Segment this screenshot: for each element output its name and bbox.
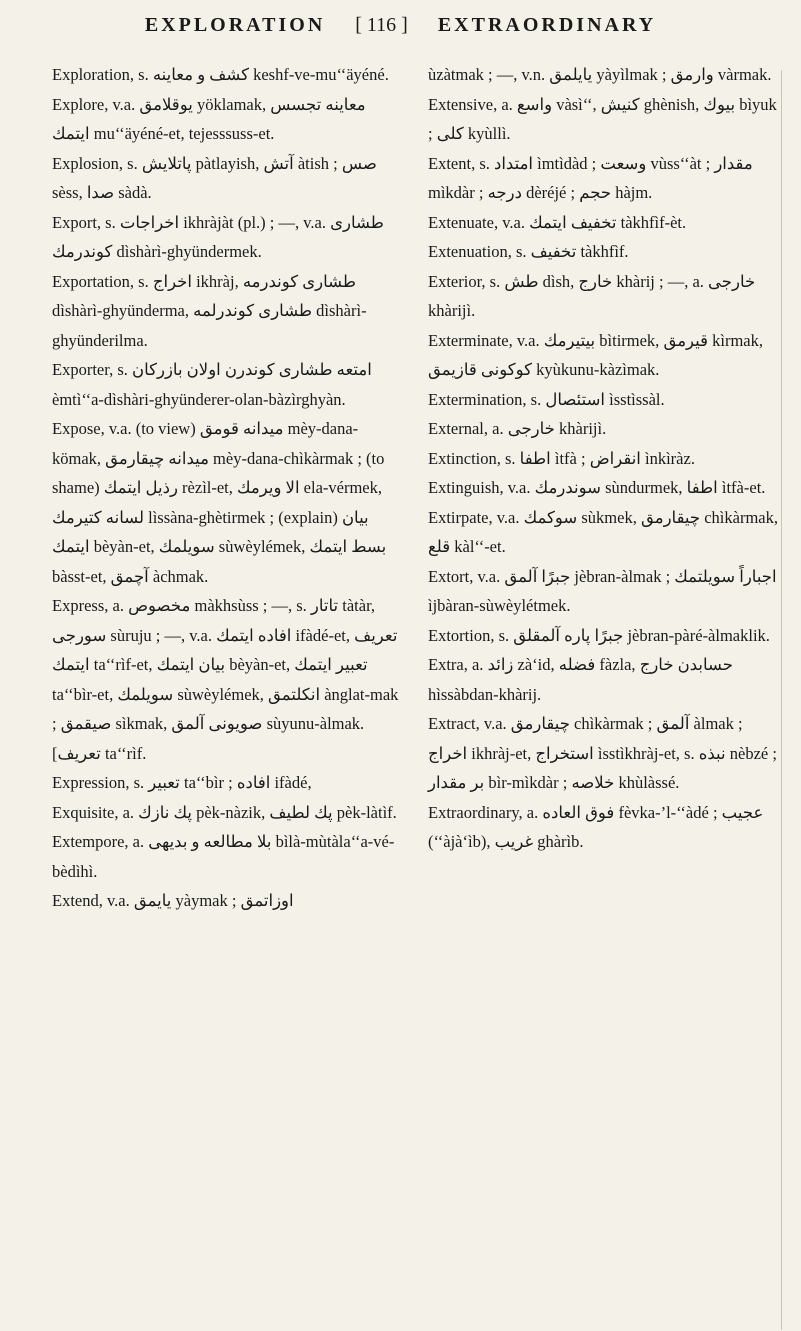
entry: Exportation, s. اخراج ikhràj, طشاری کوندرمه dìshàrì-ghyünderma, طشاری کوندرلمه dìshàrì-ghyünderilma. xyxy=(52,271,367,350)
entry: Extensive, a. واسع vàsì‘‘, کنیش ghènish, بیوك bìyuk ; کلی kyùllì. xyxy=(428,94,777,143)
entry: ùzàtmak ; —, v.n. یایلمق yàyìlmak ; وارمق vàrmak. xyxy=(428,65,772,84)
entry: Explosion, s. پاتلايش pàtlayish, آتش àtish ; صس sèss, صدا sàdà. xyxy=(52,153,377,202)
entry: Exquisite, a. پك نازك pèk-nàzik, پك لطیف pèk-làtìf. xyxy=(52,802,397,822)
entry: Extent, s. امتداد ìmtìdàd ; وسعت vùss‘‘àt ; مقدار mìkdàr ; درجه dèréjé ; حجم hàjm. xyxy=(428,153,753,202)
entry: Extinguish, v.a. سوندرمك sùndurmek, اطفا ìtfà-et. xyxy=(428,478,766,497)
left-column xyxy=(52,60,407,916)
entry: External, a. خارجی khàrijì. xyxy=(428,419,607,438)
entry: Exterminate, v.a. بیتیرمك bìtirmek, قیرمق kìrmak, کوکونی قازیمق kyùkunu-kàzìmak. xyxy=(428,330,764,379)
entry: Exporter, s. امتعه طشاری کوندرن اولان بازرکان èmtì‘‘a-dìshàri-ghyünderer-olan-bàzìrghyàn. xyxy=(52,360,372,409)
entry: Exterior, s. طش dìsh, خارج khàrij ; —, a. خارجی khàrijì. xyxy=(428,271,756,320)
page-number: [ 116 ] xyxy=(355,14,408,36)
entry: Extort, v.a. جبرًا آلمق jèbran-àlmak ; اجباراً سویلتمك ìjbàran-sùwèylétmek. xyxy=(428,566,777,615)
entry: Extinction, s. اطفا ìtfà ; انقراض ìnkìràz. xyxy=(428,448,695,468)
right-column xyxy=(428,60,780,857)
entry: Extermination, s. استئصال ìsstìssàl. xyxy=(428,389,665,409)
entry: Extra, a. زائد zà‘id, فضله fàzla, حسابدن خارج hìssàbdan-khàrij. xyxy=(428,655,733,704)
entry: Extirpate, v.a. سوکمك sùkmek, چیقارمق chìkàrmak, قلع kàl‘‘-et. xyxy=(428,507,778,556)
entry: Extempore, a. بلا مطالعه و بدیهی bìlà-mùtàla‘‘a-vé-bèdìhì. xyxy=(52,832,395,881)
entry: Expression, s. تعبیر ta‘‘bìr ; افاده ifàdé, xyxy=(52,773,312,792)
entry: Extenuate, v.a. تخفیف ایتمك tàkhfìf-èt. xyxy=(428,212,687,232)
entry: Expose, v.a. (to view) میدانه قومق mèy-dana-kömak, میدانه چیقارمق mèy-dana-chìkàrmak ; (to shame) رذیل ایتمك rèzìl-et, الا ویرمك ela-vérmek, لسانه کتیرمك lìssàna-ghètirmek ; (explain) بیان ایتمك bèyàn-et, سویلمك sùwèylémek, بسط ایتمك bàsst-et, آچمق àchmak. xyxy=(52,419,387,586)
entry: Extract, v.a. چیقارمق chìkàrmak ; آلمق àlmak ; اخراج ikhràj-et, استخراج ìsstìkhràj-et, s. نبذه nèbzé ; بر مقدار bìr-mìkdàr ; خلاصه khùlàssé. xyxy=(428,714,777,792)
entry: Extortion, s. جبرًا پاره آلمقلق jèbran-pàré-àlmaklik. xyxy=(428,625,770,645)
entry: Explore, v.a. یوقلامق yöklamak, معاینه تجسس ایتمك mu‘‘äyéné-et, tejesssuss-et. xyxy=(52,94,366,143)
running-head-right: EXTRAORDINARY xyxy=(437,14,657,36)
entry: Extenuation, s. تخفیف tàkhfìf. xyxy=(428,242,629,261)
entry: Exploration, s. کشف و معاینه keshf-ve-mu‘‘äyéné. xyxy=(52,65,389,84)
running-head-left: EXPLORATION xyxy=(144,14,326,36)
running-head xyxy=(0,14,801,37)
entry: Extend, v.a. یایمق yàymak ; اوزاتمق xyxy=(52,891,294,910)
entry: Export, s. اخراجات ikhràjàt (pl.) ; —, v.a. طشاری کوندرمك dìshàrì-ghyündermek. xyxy=(52,212,384,261)
entry: Express, a. مخصوص màkhsùss ; —, s. تاتار tàtàr, سورجی sùruju ; —, v.a. افاده ایتمك ifàdé-et, تعریف ایتمك ta‘‘rìf-et, بیان ایتمك bèyàn-et, تعبیر ایتمك ta‘‘bìr-et, سویلمك sùwèylémek, انکلتمق ànglat-mak ; صیقمق sìkmak, صویونی آلمق sùyunu-àlmak. [تعریف ta‘‘rìf. xyxy=(52,596,399,763)
entry: Extraordinary, a. فوق العاده fèvka-’l-‘‘àdé ; عجیب (‘‘àjà‘ìb), غریب ghàrìb. xyxy=(428,802,764,851)
right-edge-rule xyxy=(781,70,782,1330)
